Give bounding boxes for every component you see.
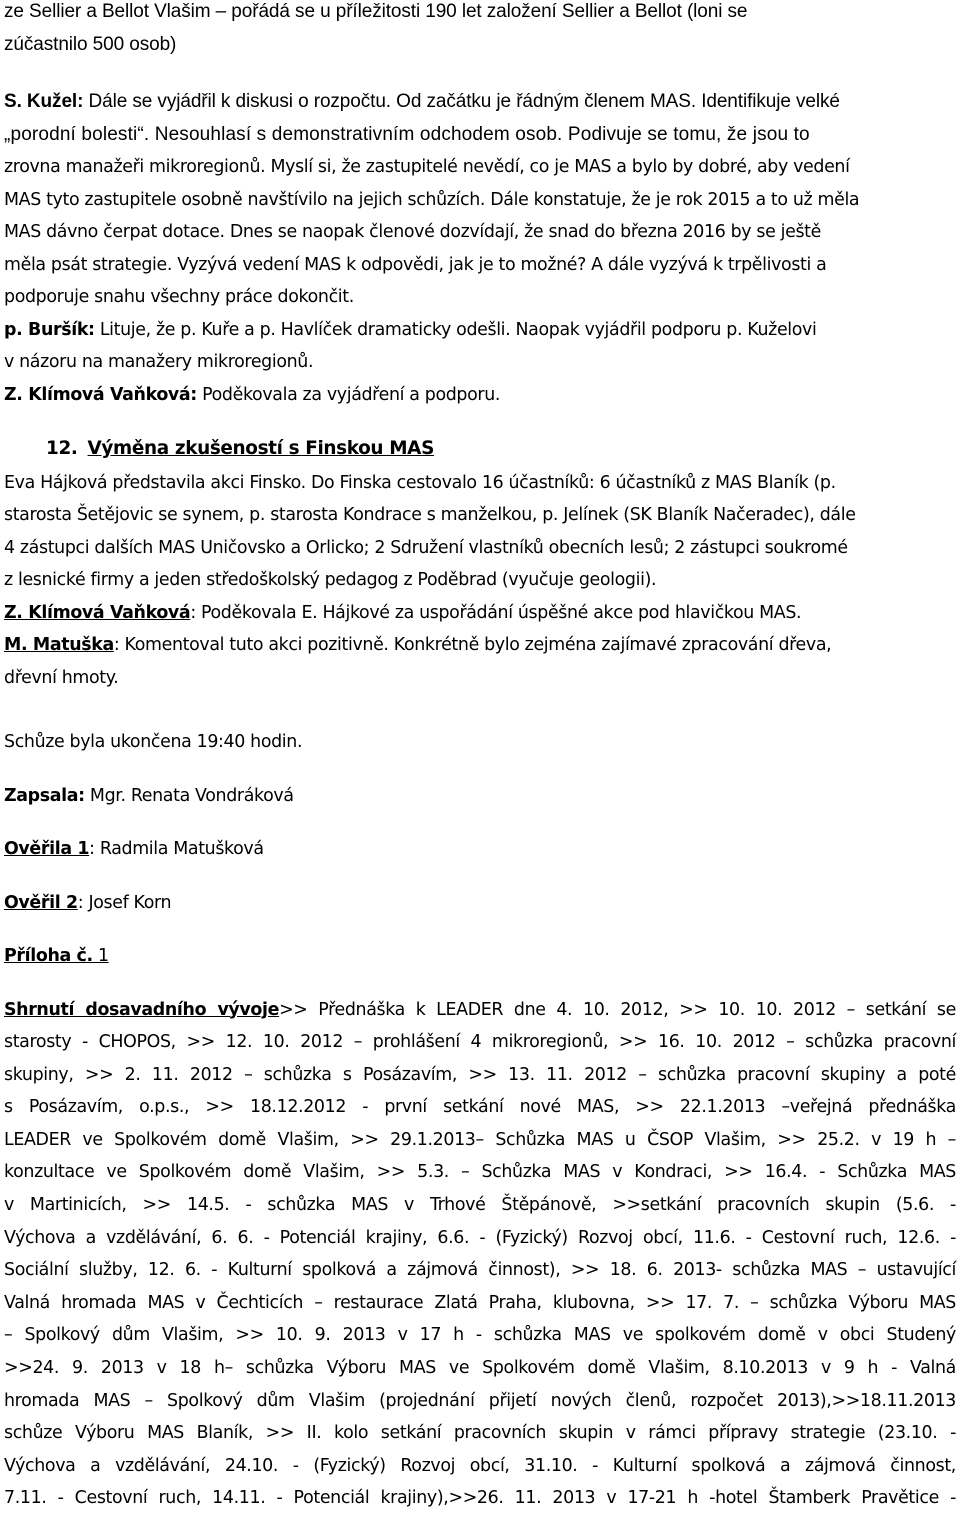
verified-2-value: : Josef Korn [78,893,171,913]
summary-block [4,994,956,1515]
text-line: Lituje, že p. Kuře a p. Havlíček dramaticky odešli. Naopak vyjádřil podporu p. Kuželovi [100,320,817,340]
text-line: MAS dávno čerpat dotace. Dnes se naopak členové dozvídají, že snad do března 2016 by se ještě [4,216,956,249]
text-line: v názoru na manažery mikroregionů. [4,346,956,379]
text-line: „porodní bolesti“. Nesouhlasí s demonstrativním odchodem osob. Podivuje se tomu, že jsou to [4,119,956,152]
text-line: 4 zástupci dalších MAS Uničovsko a Orlicko; 2 Sdružení vlastníků obecních lesů; 2 zástupci soukromé [4,532,956,565]
text-line: Dále se vyjádřil k diskusi o rozpočtu. Od začátku je řádným členem MAS. Identifikuje velké [89,91,840,112]
text-line: Valná hromada MAS v Čechticích – restaurace Zlatá Praha, klubovna, >> 17. 7. – schůzka Výboru MAS [4,1287,956,1320]
text-line: MAS tyto zastupitele osobně navštívilo na jejich schůzích. Dále konstatuje, že je rok 2015 a to už měla [4,184,956,217]
text-line: konzultace ve Spolkovém domě Vlašim, >> 5.3. – Schůzka MAS v Kondraci, >> 16.4. - Schůzka MAS [4,1156,956,1189]
appendix-number: 1 [93,946,109,966]
text-line: hromada MAS – Spolkový dům Vlašim (projednání přijetí nových členů, rozpočet 2013),>>18.11.2013 [4,1385,956,1418]
recorded-by-label: Zapsala: [4,786,85,806]
speaker-name: Z. Klímová Vaňková [4,603,190,623]
text-line: >> Přednáška k LEADER dne 4. 10. 2012, >> 10. 10. 2012 – setkání se [279,1000,956,1020]
text-line: ze Sellier a Bellot Vlašim – pořádá se u příležitosti 190 let založení Sellier a Bellot (loni se [4,0,956,29]
section-heading [4,433,956,466]
text-line: zúčastnilo 500 osob) [4,29,956,62]
text-line: schůze Výboru MAS Blaník, >> II. kolo setkání pracovních skupin v rámci přípravy strategie (23.10. - [4,1417,956,1450]
text-line: Sociální služby, 12. 6. - Kulturní spolková a zájmová činnost), >> 18. 6. 2013- schůzka MAS – ustavující [4,1254,956,1287]
text-line: měla psát strategie. Vyzývá vedení MAS k odpovědi, jak je to možné? A dále vyzývá k trpělivosti a [4,249,956,282]
text-line: dřevní hmoty. [4,662,956,695]
text-line: starosty - CHOPOS, >> 12. 10. 2012 – prohlášení 4 mikroregionů, >> 16. 10. 2012 – schůzka pracovní [4,1026,956,1059]
text-line: Výchova a vzdělávání, 6. 6. - Potenciál krajiny, 6.6. - (Fyzický) Rozvoj obcí, 11.6. - Cestovní ruch, 12.6. - [4,1222,956,1255]
section-number: 12. [46,438,78,459]
text-line: s Posázavím, o.p.s., >> 18.12.2012 - první setkání nové MAS, >> 22.1.2013 –veřejná přednáška [4,1091,956,1124]
meeting-end-text: Schůze byla ukončena 19:40 hodin. [4,726,956,759]
speaker-name: S. Kužel: [4,91,83,112]
appendix-label: Příloha č. [4,946,93,966]
section-title: Výměna zkušeností s Finskou MAS [88,438,434,459]
speaker-name: p. Buršík: [4,320,95,340]
text-line: skupiny, >> 2. 11. 2012 – schůzka s Posázavím, >> 13. 11. 2012 – schůzka pracovní skupiny a poté [4,1059,956,1092]
text-line: zrovna manažeři mikroregionů. Myslí si, že zastupitelé nevědí, co je MAS a bylo by dobré, aby vedení [4,151,956,184]
text-line: : Poděkovala E. Hájkové za uspořádání úspěšné akce pod hlavičkou MAS. [190,603,801,623]
text-line: z lesnické firmy a jeden středoškolský pedagog z Poděbrad (vyučuje geologii). [4,564,956,597]
text-line: Výchova a vzdělávání, 24.10. - (Fyzický) Rozvoj obcí, 31.10. - Kulturní spolková a zájmová činnost, [4,1450,956,1483]
verified-2-label: Ověřil 2 [4,893,78,913]
verified-1-value: : Radmila Matušková [89,839,264,859]
text-line: podporuje snahu všechny práce dokončit. [4,281,956,314]
paragraph-klimova [4,379,956,412]
text-line: LEADER ve Spolkovém domě Vlašim, >> 29.1.2013– Schůzka MAS u ČSOP Vlašim, >> 25.2. v 19 h – [4,1124,956,1157]
text-line: : Komentoval tuto akci pozitivně. Konkrétně bylo zejména zajímavé zpracování dřeva, [114,635,831,655]
text-line: >>24. 9. 2013 v 18 h– schůzka Výboru MAS ve Spolkovém domě Vlašim, 8.10.2013 v 9 h - Valná [4,1352,956,1385]
recorded-by-value: Mgr. Renata Vondráková [85,786,294,806]
speaker-name: Z. Klímová Vaňková: [4,385,197,405]
summary-label: Shrnutí dosavadního vývoje [4,1000,279,1020]
text-line: v Martinicích, >> 14.5. - schůzka MAS v Trhové Štěpánově, >>setkání pracovních skupin (5.6. - [4,1189,956,1222]
text-line: starosta Šetějovic se synem, p. starosta Kondrace s manželkou, p. Jelínek (SK Blaník Načeradec), dále [4,499,956,532]
paragraph-kuzel [4,86,956,314]
speaker-name: M. Matuška [4,635,114,655]
text-line: – Spolkový dům Vlašim, >> 10. 9. 2013 v 17 h - schůzka MAS ve spolkovém domě v obci Studený [4,1319,956,1352]
verified-1-label: Ověřila 1 [4,839,89,859]
text-line: Eva Hájková představila akci Finsko. Do Finska cestovalo 16 účastníků: 6 účastníků z MAS Blaník (p. [4,467,956,500]
paragraph-bursik [4,314,956,379]
text-line: 7.11. - Cestovní ruch, 14.11. - Potenciál krajiny),>>26. 11. 2013 v 17-21 h -hotel Štamberk Pravětice - [4,1482,956,1515]
paragraph-top [4,0,956,61]
text-line: Poděkovala za vyjádření a podporu. [202,385,500,405]
document-page [4,0,956,1515]
paragraph-finland [4,467,956,695]
closing-block [4,726,956,973]
